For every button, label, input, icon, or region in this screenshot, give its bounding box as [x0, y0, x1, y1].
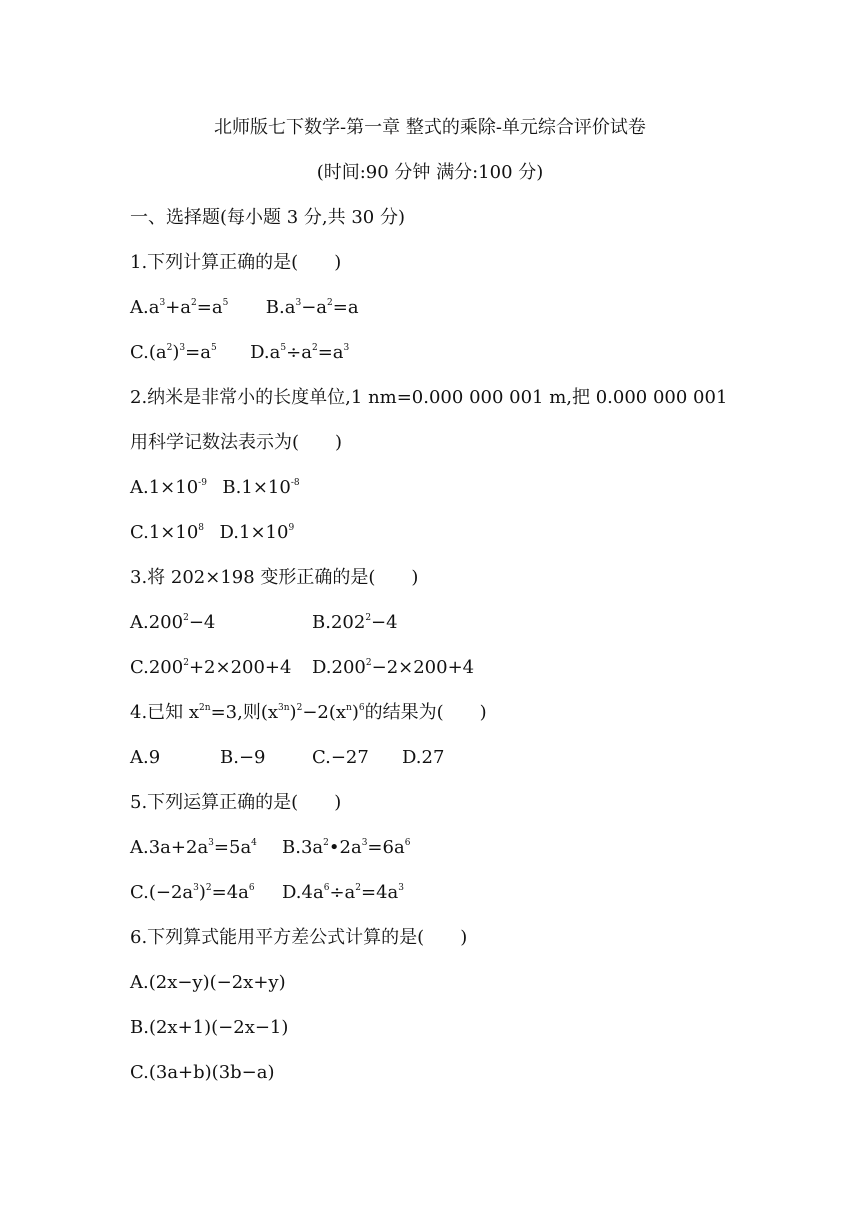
option-c: $C.(-2a^3)^2=4a^6$	[130, 882, 255, 903]
option-b: B.−9	[220, 747, 266, 768]
option-b: $B.3a^2•2a^3=6a^6$	[282, 837, 411, 858]
option-a: $A.3a+2a^3=5a^4$	[130, 837, 257, 858]
question-2-options-row-2	[130, 521, 294, 545]
option-d: $D.1\times 10^9$	[219, 522, 295, 543]
question-4-stem: 4.已知 $x^{2n}=3$,则$(x^{3n})^2-2(x^n)^6$的结果为( )	[130, 702, 487, 723]
option-d: D.27	[402, 747, 445, 768]
question-1-stem: 1.下列计算正确的是( )	[130, 252, 342, 273]
option-c: $C.200^2+2\times 200+4$	[130, 657, 292, 678]
document-subtitle: (时间:90 分钟 满分:100 分)	[316, 162, 544, 183]
section-heading: 一、选择题(每小题 3 分,共 30 分)	[130, 207, 406, 228]
option-d: $D.a^5\div a^2=a^3$	[250, 342, 350, 363]
option-c: C.−27	[312, 747, 369, 768]
question-2-stem-line-1: 2.纳米是非常小的长度单位,1 nm=0.000 000 001 m,把 0.000 000 001	[130, 387, 728, 408]
option-a: $A.200^2-4$	[130, 612, 216, 633]
question-3-options-row-2	[130, 656, 474, 680]
question-6-option-b: B.(2x+1)(−2x−1)	[130, 1017, 289, 1038]
option-b: $B.1\times 10^{-8}$	[222, 477, 300, 498]
question-1-options-row-1	[130, 296, 359, 320]
question-5-options-row-1	[130, 836, 410, 860]
question-6-option-a: A.(2x−y)(−2x+y)	[130, 972, 286, 993]
option-d: $D.4a^6\div a^2=4a^3$	[282, 882, 404, 903]
option-a: $A.a^3+a^2=a^5$	[130, 297, 229, 318]
question-5-stem: 5.下列运算正确的是( )	[130, 792, 342, 813]
option-a: $A.1\times 10^{-9}$	[130, 477, 207, 498]
question-1-options-row-2	[130, 341, 349, 365]
question-6-option-c: C.(3a+b)(3b−a)	[130, 1062, 275, 1083]
question-3-stem: 3.将 202×198 变形正确的是( )	[130, 567, 419, 588]
question-3-options-row-1	[130, 611, 398, 635]
option-b: $B.202^2-4$	[312, 612, 398, 633]
option-a: A.9	[130, 747, 161, 768]
question-2-stem-line-2: 用科学记数法表示为( )	[130, 432, 343, 453]
question-5-options-row-2	[130, 881, 404, 905]
option-c: $C.1\times 10^8$	[130, 522, 205, 543]
question-6-stem: 6.下列算式能用平方差公式计算的是( )	[130, 927, 468, 948]
option-b: $B.a^3-a^2=a$	[265, 297, 359, 318]
option-d: $D.200^2-2\times 200+4$	[312, 657, 475, 678]
document-title: 北师版七下数学-第一章 整式的乘除-单元综合评价试卷	[214, 117, 646, 138]
question-2-options-row-1	[130, 476, 300, 500]
question-4-options	[130, 746, 444, 770]
option-c: $C.(a^2)^3=a^5$	[130, 342, 217, 363]
